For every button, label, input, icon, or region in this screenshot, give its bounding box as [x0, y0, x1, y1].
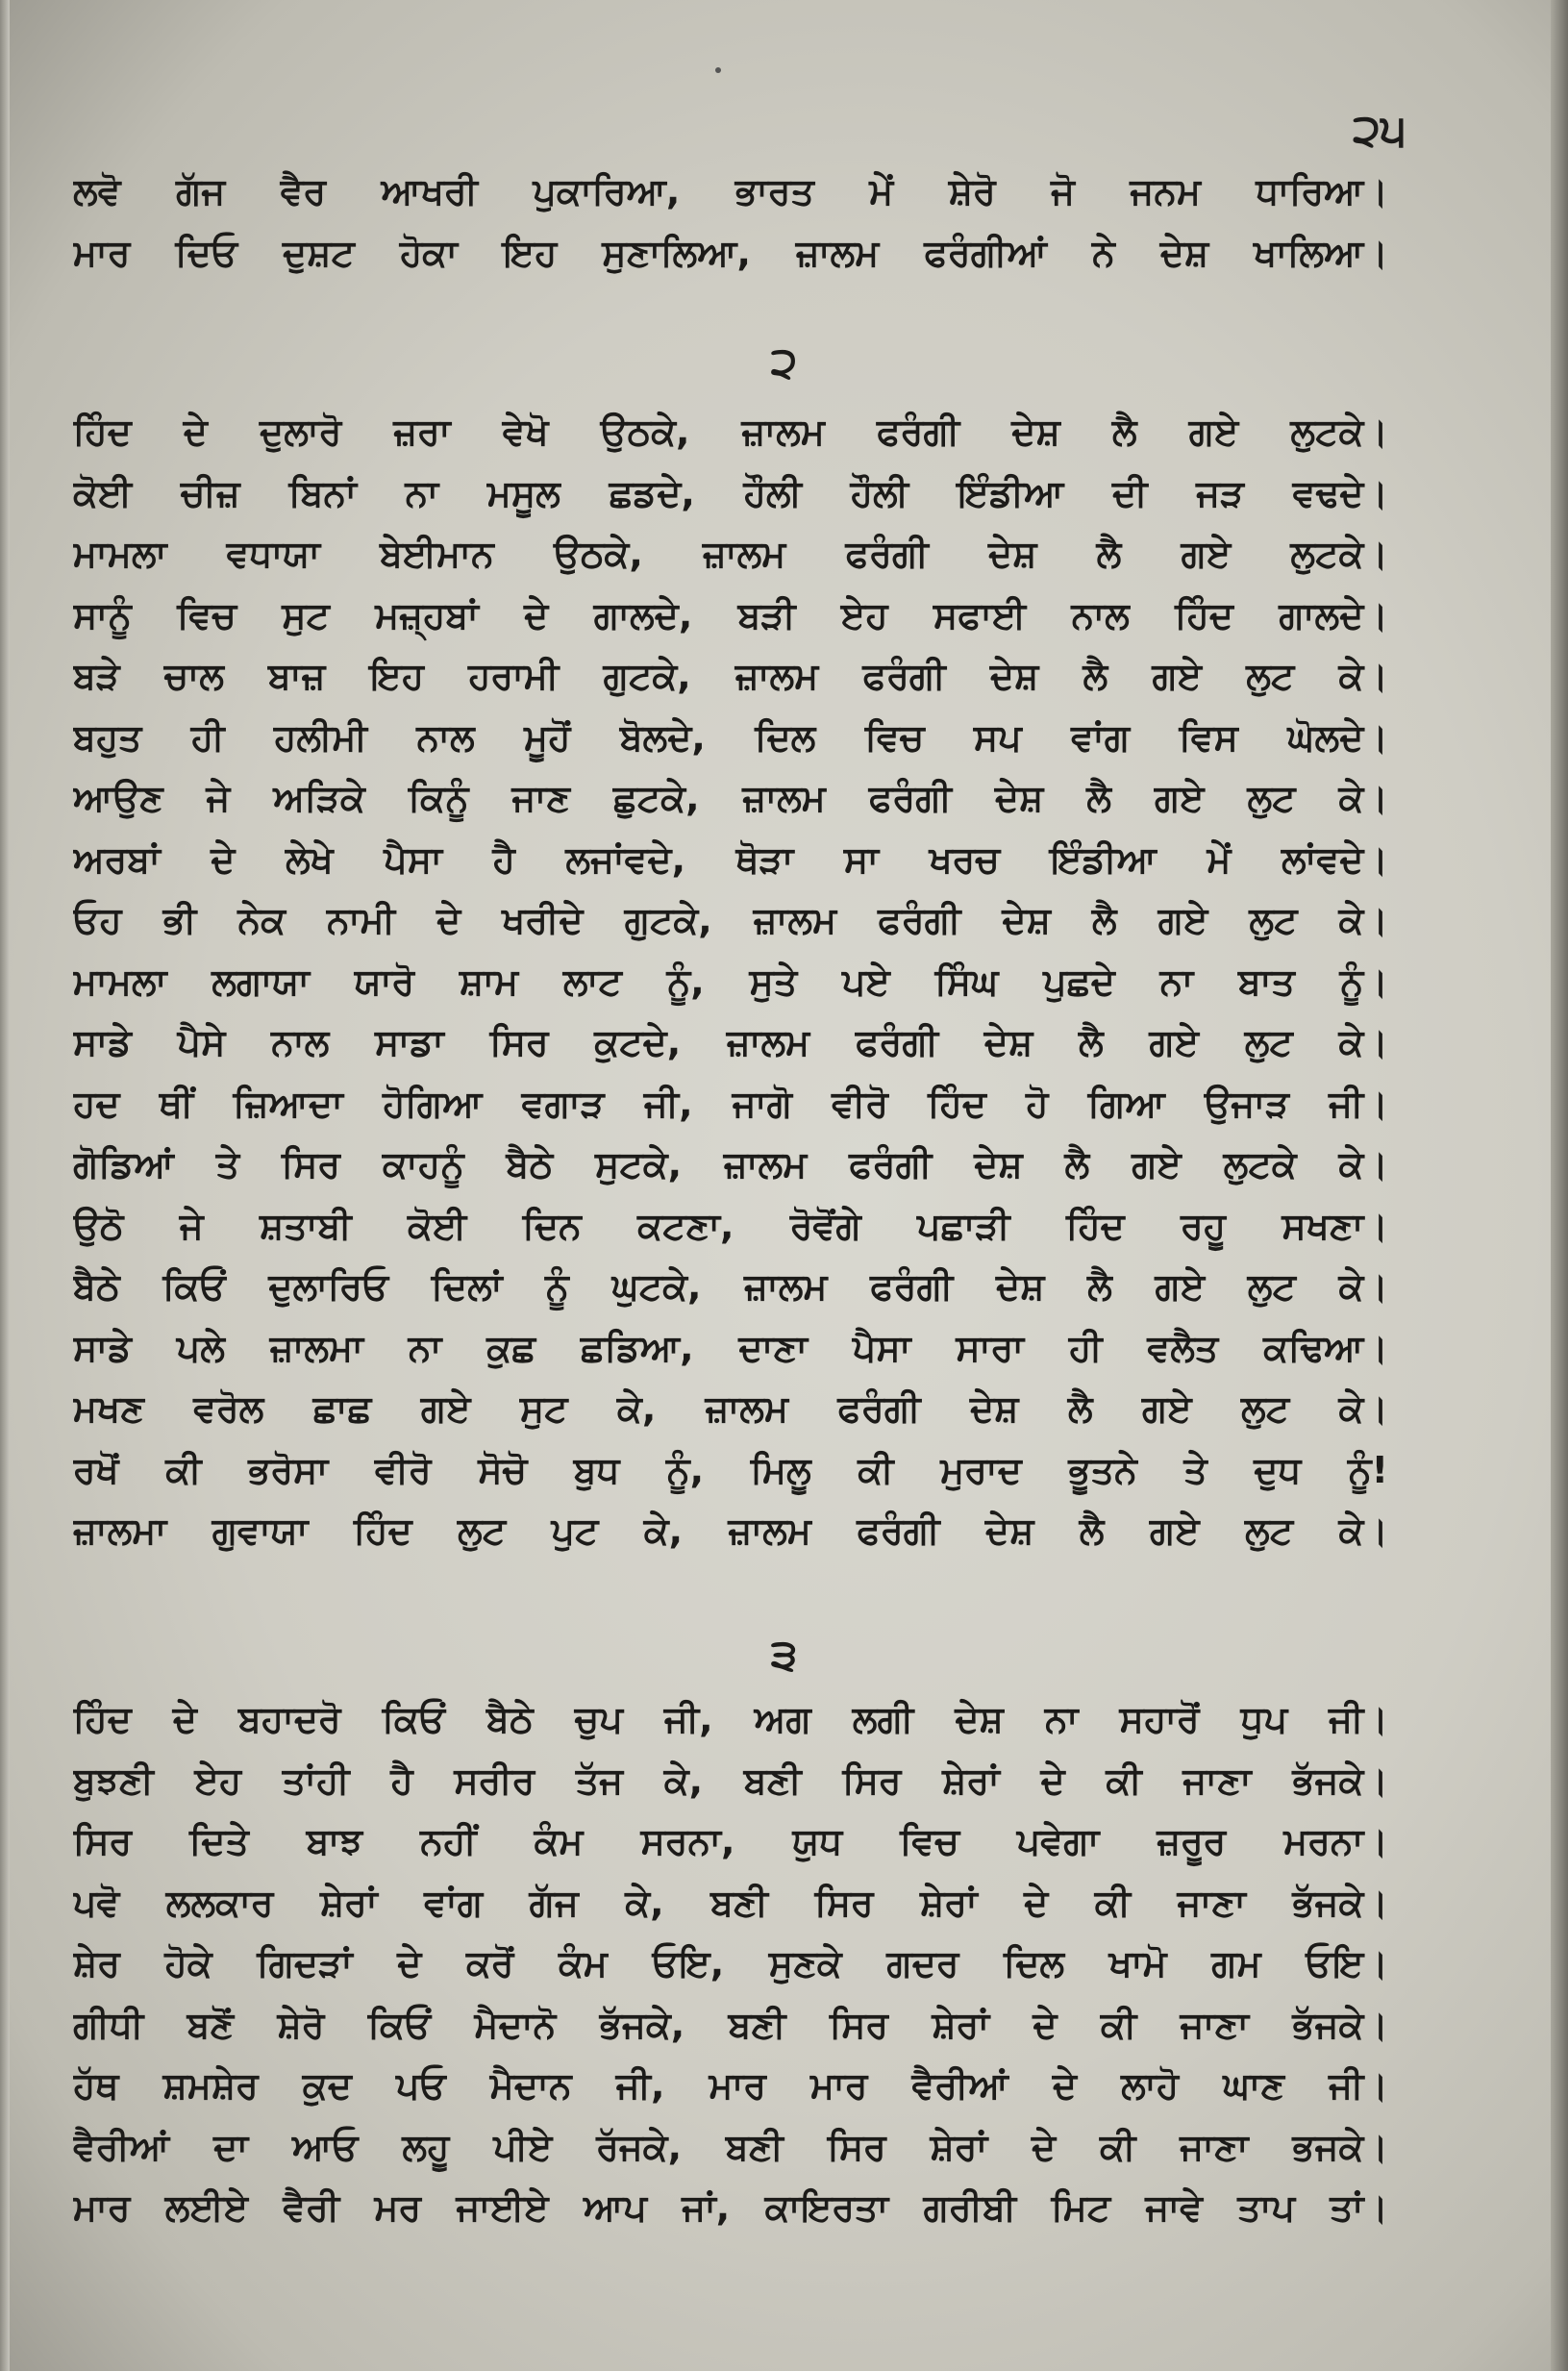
verse-line: ਮਾਮਲਾ ਵਧਾਯਾ ਬੇਈਮਾਨ ਉਠਕੇ, ਜ਼ਾਲਮ ਫਰੰਗੀ ਦੇਸ਼ ਲੈ ਗਏ ਲੁਟਕੇ।	[73, 533, 1388, 575]
verse-line: ਸ਼ੇਰ ਹੋਕੇ ਗਿਦੜਾਂ ਦੇ ਕਰੋਂ ਕੰਮ ਓਇ, ਸੁਣਕੇ ਗਦਰ ਦਿਲ ਖਾਮੋ ਗਮ ਓਇ।	[73, 1942, 1388, 1984]
verse-line: ਆਉਣ ਜੇ ਅੜਿਕੇ ਕਿਨੂੰ ਜਾਣ ਛੁਟਕੇ, ਜ਼ਾਲਮ ਫਰੰਗੀ ਦੇਸ਼ ਲੈ ਗਏ ਲੁਟ ਕੇ।	[73, 777, 1388, 819]
verse-line: ਗੀਧੀ ਬਣੋਂ ਸ਼ੇਰੋ ਕਿਓਂ ਮੈਦਾਨੋ ਭੱਜਕੇ, ਬਣੀ ਸਿਰ ਸ਼ੇਰਾਂ ਦੇ ਕੀ ਜਾਣਾ ਭੱਜਕੇ।	[73, 2003, 1388, 2046]
verse-line: ਹੱਥ ਸ਼ਮਸ਼ੇਰ ਕੁਦ ਪਓ ਮੈਦਾਨ ਜੀ, ਮਾਰ ਮਾਰ ਵੈਰੀਆਂ ਦੇ ਲਾਹੋ ਘਾਣ ਜੀ।	[73, 2064, 1388, 2107]
section-3-verses	[73, 1689, 1388, 2239]
verse-line: ਬੁਝਣੀ ਏਹ ਤਾਂਹੀ ਹੈ ਸਰੀਰ ਤੱਜ ਕੇ, ਬਣੀ ਸਿਰ ਸ਼ੇਰਾਂ ਦੇ ਕੀ ਜਾਣਾ ਭੱਜਕੇ।	[73, 1759, 1388, 1802]
section-heading-3: ੩	[770, 1631, 798, 1680]
verse-line: ਹਿੰਦ ਦੇ ਬਹਾਦਰੋ ਕਿਓਂ ਬੈਠੇ ਚੁਪ ਜੀ, ਅਗ ਲਗੀ ਦੇਸ਼ ਨਾ ਸਹਾਰੋਂ ਧੁਪ ਜੀ।	[73, 1698, 1388, 1740]
verse-line: ਮਾਮਲਾ ਲਗਾਯਾ ਯਾਰੋ ਸ਼ਾਮ ਲਾਟ ਨੂੰ, ਸੁਤੇ ਪਏ ਸਿੰਘ ਪੁਛਦੇ ਨਾ ਬਾਤ ਨੂੰ।	[73, 960, 1388, 1003]
verse-line: ਹਦ ਥੀਂ ਜ਼ਿਆਦਾ ਹੋਗਿਆ ਵਗਾੜ ਜੀ, ਜਾਗੋ ਵੀਰੋ ਹਿੰਦ ਹੋ ਗਿਆ ਉਜਾੜ ਜੀ।	[73, 1082, 1388, 1125]
verse-line: ਕੋਈ ਚੀਜ਼ ਬਿਨਾਂ ਨਾ ਮਸੂਲ ਛਡਦੇ, ਹੌਲੀ ਹੌਲੀ ਇੰਡੀਆ ਦੀ ਜੜ ਵਢਦੇ।	[73, 471, 1388, 514]
verse-line: ਓਹ ਭੀ ਨੇਕ ਨਾਮੀ ਦੇ ਖਰੀਦੇ ਗੁਟਕੇ, ਜ਼ਾਲਮ ਫਰੰਗੀ ਦੇਸ਼ ਲੈ ਗਏ ਲੁਟ ਕੇ।	[73, 899, 1388, 941]
verse-line: ਸਾਡੇ ਪਲੇ ਜ਼ਾਲਮਾ ਨਾ ਕੁਛ ਛਡਿਆ, ਦਾਣਾ ਪੈਸਾ ਸਾਰਾ ਹੀ ਵਲੈਤ ਕਢਿਆ।	[73, 1326, 1388, 1369]
section-heading-2: ੨	[770, 338, 798, 387]
verse-line: ਬੈਠੇ ਕਿਓਂ ਦੁਲਾਰਿਓ ਦਿਲਾਂ ਨੂੰ ਘੁਟਕੇ, ਜ਼ਾਲਮ ਫਰੰਗੀ ਦੇਸ਼ ਲੈ ਗਏ ਲੁਟ ਕੇ।	[73, 1265, 1388, 1308]
verse-line: ਲਵੋ ਗੱਜ ਵੈਰ ਆਖਰੀ ਪੁਕਾਰਿਆ, ਭਾਰਤ ਮੇਂ ਸ਼ੇਰੋ ਜੋ ਜਨਮ ਧਾਰਿਆ।	[73, 170, 1388, 212]
verse-line: ਵੈਰੀਆਂ ਦਾ ਆਓ ਲਹੂ ਪੀਏ ਰੱਜਕੇ, ਬਣੀ ਸਿਰ ਸ਼ੇਰਾਂ ਦੇ ਕੀ ਜਾਣਾ ਭਜਕੇ।	[73, 2125, 1388, 2168]
verse-line: ਜ਼ਾਲਮਾ ਗੁਵਾਯਾ ਹਿੰਦ ਲੁਟ ਪੁਟ ਕੇ, ਜ਼ਾਲਮ ਫਰੰਗੀ ਦੇਸ਼ ਲੈ ਗਏ ਲੁਟ ਕੇ।	[73, 1510, 1388, 1552]
verse-line: ਮਖਣ ਵਰੋਲ ਛਾਛ ਗਏ ਸੁਟ ਕੇ, ਜ਼ਾਲਮ ਫਰੰਗੀ ਦੇਸ਼ ਲੈ ਗਏ ਲੁਟ ਕੇ।	[73, 1387, 1388, 1430]
verse-line: ਮਾਰ ਲਈਏ ਵੈਰੀ ਮਰ ਜਾਈਏ ਆਪ ਜਾਂ, ਕਾਇਰਤਾ ਗਰੀਬੀ ਮਿਟ ਜਾਵੇ ਤਾਪ ਤਾਂ।	[73, 2186, 1388, 2229]
verse-line: ਸਾਡੇ ਪੈਸੇ ਨਾਲ ਸਾਡਾ ਸਿਰ ਕੁਟਦੇ, ਜ਼ਾਲਮ ਫਰੰਗੀ ਦੇਸ਼ ਲੈ ਗਏ ਲੁਟ ਕੇ।	[73, 1021, 1388, 1063]
ink-speck	[715, 67, 721, 73]
section-2-verses	[73, 402, 1388, 1562]
verse-line: ਬਹੁਤ ਹੀ ਹਲੀਮੀ ਨਾਲ ਮੂਹੋਂ ਬੋਲਦੇ, ਦਿਲ ਵਿਚ ਸਪ ਵਾਂਗ ਵਿਸ ਘੋਲਦੇ।	[73, 715, 1388, 759]
verse-line: ਬੜੇ ਚਾਲ ਬਾਜ਼ ਇਹ ਹਰਾਮੀ ਗੁਟਕੇ, ਜ਼ਾਲਮ ਫਰੰਗੀ ਦੇਸ਼ ਲੈ ਗਏ ਲੁਟ ਕੇ।	[73, 655, 1388, 697]
intro-verse	[73, 162, 1388, 284]
verse-line: ਗੋਡਿਆਂ ਤੇ ਸਿਰ ਕਾਹਨੂੰ ਬੈਠੇ ਸੁਟਕੇ, ਜ਼ਾਲਮ ਫਰੰਗੀ ਦੇਸ਼ ਲੈ ਗਏ ਲੁਟਕੇ ਕੇ।	[73, 1143, 1388, 1186]
verse-line: ਹਿੰਦ ਦੇ ਦੁਲਾਰੋ ਜ਼ਰਾ ਵੇਖੋ ਉਠਕੇ, ਜ਼ਾਲਮ ਫਰੰਗੀ ਦੇਸ਼ ਲੈ ਗਏ ਲੁਟਕੇ।	[73, 411, 1388, 453]
verse-line: ਅਰਬਾਂ ਦੇ ਲੇਖੇ ਪੈਸਾ ਹੈ ਲਜਾਂਵਦੇ, ਥੋੜਾ ਸਾ ਖਰਚ ਇੰਡੀਆ ਮੇਂ ਲਾਂਵਦੇ।	[73, 837, 1388, 881]
verse-line: ਉਠੋ ਜੇ ਸ਼ਤਾਬੀ ਕੋਈ ਦਿਨ ਕਟਣਾ, ਰੋਵੋਂਗੇ ਪਛਾੜੀ ਹਿੰਦ ਰਹੂ ਸਖਣਾ।	[73, 1204, 1388, 1247]
verse-line: ਸਾਨੂੰ ਵਿਚ ਸੁਟ ਮਜ਼੍ਹਬਾਂ ਦੇ ਗਾਲਦੇ, ਬੜੀ ਏਹ ਸਫਾਈ ਨਾਲ ਹਿੰਦ ਗਾਲਦੇ।	[73, 593, 1388, 636]
verse-line: ਰਖੋਂ ਕੀ ਭਰੋਸਾ ਵੀਰੋ ਸੋਚੋ ਬੁਧ ਨੂੰ, ਮਿਲੂ ਕੀ ਮੁਰਾਦ ਭੂਤਨੇ ਤੇ ਦੁਧ ਨੂੰ!	[73, 1448, 1388, 1491]
page-number: ੨੫	[1353, 104, 1406, 156]
verse-line: ਪਵੋ ਲਲਕਾਰ ਸ਼ੇਰਾਂ ਵਾਂਗ ਗੱਜ ਕੇ, ਬਣੀ ਸਿਰ ਸ਼ੇਰਾਂ ਦੇ ਕੀ ਜਾਣਾ ਭੱਜਕੇ।	[73, 1881, 1388, 1924]
verse-line: ਸਿਰ ਦਿਤੇ ਬਾਝ ਨਹੀਂ ਕੰਮ ਸਰਨਾ, ਯੁਧ ਵਿਚ ਪਵੇਗਾ ਜ਼ਰੂਰ ਮਰਨਾ।	[73, 1820, 1388, 1862]
verse-line: ਮਾਰ ਦਿਓ ਦੁਸ਼ਟ ਹੋਕਾ ਇਹ ਸੁਣਾਲਿਆ, ਜ਼ਾਲਮ ਫਰੰਗੀਆਂ ਨੇ ਦੇਸ਼ ਖਾਲਿਆ।	[73, 231, 1388, 274]
